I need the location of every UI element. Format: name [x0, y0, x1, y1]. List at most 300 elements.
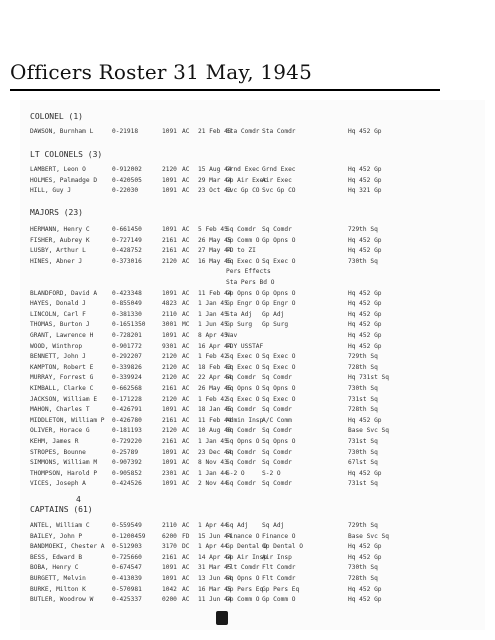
cell-date: 1 Jun 45 — [198, 321, 228, 329]
cell-duty: Sq Comdr — [226, 226, 256, 233]
cell-assignment: Sq Opns O — [262, 438, 296, 445]
cell-duty: Finance O — [226, 532, 260, 540]
cell-name: HILL, Guy J — [30, 187, 71, 195]
cell-unit: 729th Sq — [348, 226, 378, 233]
cell-date: 14 Apr 44 — [198, 553, 232, 561]
cell-unit: 731st Sq — [348, 395, 378, 403]
cell-serial: 0-570981 — [112, 585, 142, 593]
roster-row — [30, 364, 480, 375]
cell-mos: 1091 — [162, 176, 177, 184]
cell-date: 27 May 44 — [198, 247, 232, 255]
roster-row — [30, 438, 480, 449]
cell-duty: Gp Engr O — [226, 300, 260, 308]
cell-mos: 2301 — [162, 469, 177, 477]
cell-mos: 2110 — [162, 310, 177, 318]
section-majors: MAJORS (23) — [30, 208, 83, 217]
cell-assignment: Sq Exec O — [262, 353, 296, 361]
cell-unit: 728th Sq — [348, 406, 378, 414]
cell-mos: 1091 — [162, 448, 177, 456]
section-colonel: COLONEL (1) — [30, 112, 83, 121]
roster-row — [30, 128, 480, 139]
cell-duty: Grnd Exec — [226, 166, 260, 173]
cell-serial: 0-181193 — [112, 427, 142, 435]
cell-date: 1 Jan 45 — [198, 438, 228, 445]
cell-unit: Hq 452 Gp — [348, 469, 382, 477]
cell-mos: 2161 — [162, 236, 177, 244]
roster-row — [30, 166, 480, 177]
cell-date: 31 Mar 45 — [198, 564, 232, 572]
roster-row — [30, 321, 480, 332]
cell-branch: AC — [182, 257, 190, 265]
cell-unit: 67lst Sq — [348, 459, 378, 467]
cell-date: 26 May 45 — [198, 236, 232, 244]
cell-unit: Hq 452 Gp — [348, 310, 382, 318]
roster-row — [30, 449, 480, 460]
cell-assignment: Sq Adj — [262, 522, 285, 529]
cell-name: LUSBY, Arthur L — [30, 247, 86, 255]
cell-mos: 0200 — [162, 596, 177, 604]
cell-branch: AC — [182, 332, 190, 339]
cell-duty: Sq Opns O — [226, 575, 260, 582]
cell-duty: Sq Comdr — [226, 480, 256, 488]
page-number: 4 — [76, 495, 81, 504]
roster-row — [30, 300, 480, 311]
cell-unit: Base Svc Sq — [348, 427, 389, 435]
cell-mos: 1091 — [162, 226, 177, 233]
cell-assignment: Sq Exec O — [262, 363, 296, 371]
cell-duty: Sq Exec O — [226, 353, 260, 361]
cell-name: JACKSON, William E — [30, 395, 98, 403]
cell-duty: Sq Opns O — [226, 438, 260, 445]
cell-assignment: Sq Comdr — [262, 406, 292, 414]
cell-name: MURRAY, Forrest G — [30, 374, 94, 382]
cell-date: 13 Jun 44 — [198, 575, 232, 582]
cell-mos: 2120 — [162, 427, 177, 435]
cell-duty: Sta Pers Bd O — [226, 279, 275, 286]
cell-duty: Gp Surg — [226, 321, 253, 329]
cell-branch: AC — [182, 448, 190, 456]
cell-mos: 1091 — [162, 289, 177, 297]
cell-serial: 0-424526 — [112, 480, 142, 488]
roster-row — [30, 343, 480, 354]
cell-serial: 0-725660 — [112, 553, 142, 561]
cell-serial: 0-912002 — [112, 166, 142, 173]
cell-duty: Sq Comdr — [226, 427, 256, 435]
cell-assignment: Air Insp — [262, 553, 292, 561]
cell-date: 1 Jan 44 — [198, 469, 228, 477]
cell-serial: 0-292207 — [112, 353, 142, 361]
cell-name: BLANDFORD, David A — [30, 289, 98, 297]
cell-name: THOMAS, Burton J — [30, 321, 90, 329]
cell-name: MIDDLETON, William P — [30, 416, 105, 424]
cell-mos: 2120 — [162, 374, 177, 382]
roster-row — [30, 554, 480, 565]
cell-unit: Hq 452 Gp — [348, 128, 382, 135]
cell-branch: AC — [182, 406, 190, 414]
cell-unit: Hq 452 Gp — [348, 166, 382, 173]
cell-duty: Gp Air Insp — [226, 553, 267, 561]
cell-name: HINES, Abner J — [30, 257, 83, 265]
cell-assignment: Sq Exec O — [262, 257, 296, 265]
cell-name: LAMBERT, Leon O — [30, 166, 86, 173]
cell-mos: 2161 — [162, 385, 177, 392]
cell-branch: MC — [182, 321, 190, 329]
cell-date: 15 Aug 44 — [198, 166, 232, 173]
cell-mos: 2120 — [162, 166, 177, 173]
cell-duty: Gp Pers Eq — [226, 585, 264, 593]
cell-unit: Hq 731st Sq — [348, 374, 389, 382]
cell-assignment: Grnd Exec — [262, 166, 296, 173]
cell-branch: AC — [182, 353, 190, 361]
cell-mos: 4823 — [162, 300, 177, 308]
cell-date: 16 Apr 44 — [198, 342, 232, 350]
cell-duty: Gp Comm O — [226, 236, 260, 244]
cell-unit: Hq 452 Gp — [348, 300, 382, 308]
cell-name: HERMANN, Henry C — [30, 226, 90, 233]
roster-row — [30, 396, 480, 407]
cell-duty: Sq Opns O — [226, 385, 260, 392]
cell-date: 18 Jan 45 — [198, 406, 232, 414]
cell-duty: Sq Comdr — [226, 459, 256, 467]
cell-duty: Svc Gp CO — [226, 187, 260, 195]
cell-date: 18 Feb 43 — [198, 363, 232, 371]
cell-branch: AC — [182, 363, 190, 371]
cell-branch: AC — [182, 438, 190, 445]
roster-row — [30, 406, 480, 417]
roster-row — [30, 279, 480, 290]
cell-name: BURGETT, Melvin — [30, 575, 86, 582]
cell-assignment: Svc Gp CO — [262, 187, 296, 195]
roster-row — [30, 237, 480, 248]
roster-row — [30, 427, 480, 438]
roster-row — [30, 522, 480, 533]
cell-assignment: Gp Surg — [262, 321, 289, 329]
cell-branch: AC — [182, 522, 190, 529]
cell-name: OLIVER, Horace G — [30, 427, 90, 435]
cell-mos: 6200 — [162, 532, 177, 540]
cell-unit: 731st Sq — [348, 480, 378, 488]
cell-name: BUTLER, Woodrow W — [30, 596, 94, 604]
cell-assignment: Sq Comdr — [262, 374, 292, 382]
cell-date: 10 Aug 40 — [198, 427, 232, 435]
roster-row — [30, 290, 480, 301]
cell-duty: Sq Comdr — [226, 406, 256, 414]
cell-date: 26 May 45 — [198, 385, 232, 392]
cell-date: 1 Feb 42 — [198, 353, 228, 361]
cell-mos: 2120 — [162, 363, 177, 371]
cell-assignment: Finance O — [262, 532, 296, 540]
cell-serial: 0-559549 — [112, 522, 142, 529]
cell-name: BURKE, Milton K — [30, 585, 86, 593]
cell-duty: S-2 O — [226, 469, 245, 477]
cell-serial: 0-426780 — [112, 416, 142, 424]
roster-row — [30, 332, 480, 343]
cell-serial: 0-423348 — [112, 289, 142, 297]
cell-serial: 0-381330 — [112, 310, 142, 318]
cell-serial: 0-21918 — [112, 128, 139, 135]
cell-branch: AC — [182, 187, 190, 195]
cell-duty: Gp Air Exec — [226, 176, 267, 184]
cell-branch: AC — [182, 480, 190, 488]
cell-duty: Gp Comm O — [226, 596, 260, 604]
cell-branch: AC — [182, 374, 190, 382]
cell-name: DAWSON, Burnham L — [30, 128, 94, 135]
cell-date: 21 Feb 45 — [198, 128, 232, 135]
cell-mos: 2120 — [162, 353, 177, 361]
cell-duty: TDY USSTAF — [226, 342, 264, 350]
cell-serial: 0-339924 — [112, 374, 142, 382]
cell-serial: 0-25789 — [112, 448, 139, 456]
cell-name: LINCOLN, Carl F — [30, 310, 86, 318]
cell-serial: 0-428752 — [112, 247, 142, 255]
cell-branch: AC — [182, 469, 190, 477]
cell-name: ANTEL, William C — [30, 522, 90, 529]
cell-unit: Hq 452 Gp — [348, 247, 382, 255]
cell-branch: DC — [182, 543, 190, 551]
cell-assignment: Sq Comdr — [262, 480, 292, 488]
cell-branch: AC — [182, 166, 190, 173]
cell-mos: 2110 — [162, 522, 177, 529]
cell-serial: 0-425337 — [112, 596, 142, 604]
roster-row — [30, 470, 480, 481]
cell-branch: AC — [182, 564, 190, 572]
ink-smudge — [216, 611, 228, 625]
cell-date: 23 Oct 43 — [198, 187, 232, 195]
roster-row — [30, 226, 480, 237]
cell-date: 1 Jan 45 — [198, 300, 228, 308]
cell-mos: 2161 — [162, 553, 177, 561]
cell-branch: AC — [182, 236, 190, 244]
cell-duty: Gp Opns O — [226, 289, 260, 297]
cell-branch: AC — [182, 459, 190, 467]
cell-assignment: Gp Opns O — [262, 289, 296, 297]
cell-unit: 729th Sq — [348, 522, 378, 529]
cell-mos: 1042 — [162, 585, 177, 593]
cell-date: 16 Mar 45 — [198, 585, 232, 593]
cell-branch: AC — [182, 596, 190, 604]
cell-duty: TD to ZI — [226, 247, 256, 255]
cell-duty: Sq Adj — [226, 522, 249, 529]
cell-assignment: Sq Exec O — [262, 395, 296, 403]
cell-branch: AC — [182, 300, 190, 308]
cell-date: 2 Nov 44 — [198, 480, 228, 488]
cell-branch: AC — [182, 289, 190, 297]
cell-serial: 0-413039 — [112, 575, 142, 582]
cell-mos: 1091 — [162, 575, 177, 582]
cell-duty: Pers Effects — [226, 268, 271, 276]
cell-unit: 731st Sq — [348, 438, 378, 445]
cell-branch: AC — [182, 553, 190, 561]
cell-mos: 2161 — [162, 416, 177, 424]
cell-name: BENNETT, John J — [30, 353, 86, 361]
roster-row — [30, 575, 480, 586]
cell-branch: AC — [182, 342, 190, 350]
cell-branch: AC — [182, 176, 190, 184]
cell-serial: 0-727149 — [112, 236, 142, 244]
cell-assignment: Gp Pers Eq — [262, 585, 300, 593]
roster-row — [30, 459, 480, 470]
roster-row — [30, 533, 480, 544]
cell-serial: 0-373016 — [112, 257, 142, 265]
roster-row — [30, 586, 480, 597]
cell-name: MAHON, Charles T — [30, 406, 90, 414]
cell-serial: 0-661450 — [112, 226, 142, 233]
cell-serial: 0-855049 — [112, 300, 142, 308]
roster-row — [30, 187, 480, 198]
roster-row — [30, 353, 480, 364]
cell-branch: AC — [182, 416, 190, 424]
cell-date: 22 Apr 44 — [198, 374, 232, 382]
cell-assignment: Gp Adj — [262, 310, 285, 318]
cell-date: 8 Apr 45 — [198, 332, 228, 339]
cell-date: 16 May 45 — [198, 257, 232, 265]
roster-row — [30, 417, 480, 428]
cell-duty: Gp Dental O — [226, 543, 267, 551]
cell-unit: 730th Sq — [348, 448, 378, 456]
cell-mos: 1091 — [162, 128, 177, 135]
cell-assignment: S-2 O — [262, 469, 281, 477]
cell-duty: Nav — [226, 332, 238, 339]
cell-branch: AC — [182, 226, 190, 233]
cell-branch: AC — [182, 310, 190, 318]
cell-name: KIMBALL, Clarke C — [30, 385, 94, 392]
cell-date: 11 Jun 44 — [198, 596, 232, 604]
cell-mos: 3001 — [162, 321, 177, 329]
cell-name: HOLMES, Palmadge D — [30, 176, 98, 184]
cell-branch: AC — [182, 575, 190, 582]
cell-mos: 2120 — [162, 257, 177, 265]
cell-unit: Hq 321 Gp — [348, 187, 382, 195]
cell-unit: Hq 452 Gp — [348, 553, 382, 561]
cell-duty: Sq Exec O — [226, 257, 260, 265]
cell-serial: 0-729220 — [112, 438, 142, 445]
cell-serial: 0-420505 — [112, 176, 142, 184]
cell-name: STROPES, Bounne — [30, 448, 86, 456]
cell-unit: Hq 452 Gp — [348, 596, 382, 604]
cell-mos: 1091 — [162, 459, 177, 467]
cell-serial: 0-905852 — [112, 469, 142, 477]
cell-duty: Sq Comdr — [226, 448, 256, 456]
cell-assignment: Sq Comdr — [262, 459, 292, 467]
cell-duty: Flt Comdr — [226, 564, 260, 572]
cell-unit: 728th Sq — [348, 575, 378, 582]
cell-duty: Sta Comdr — [226, 128, 260, 135]
cell-unit: Hq 452 Gp — [348, 321, 382, 329]
cell-mos: 1091 — [162, 332, 177, 339]
cell-serial: 0-1200459 — [112, 532, 146, 540]
cell-unit: 729th Sq — [348, 353, 378, 361]
cell-date: 1 Jan 45 — [198, 310, 228, 318]
cell-name: BESS, Edward B — [30, 553, 83, 561]
cell-assignment: Sq Opns O — [262, 385, 296, 392]
cell-assignment: Sq Comdr — [262, 427, 292, 435]
cell-mos: 2161 — [162, 438, 177, 445]
cell-serial: 0-674547 — [112, 564, 142, 572]
cell-unit: Hq 452 Gp — [348, 289, 382, 297]
cell-assignment: Sq Comdr — [262, 448, 292, 456]
roster-row — [30, 258, 480, 269]
cell-branch: AC — [182, 247, 190, 255]
cell-unit: Hq 452 Gp — [348, 416, 382, 424]
title-rule — [10, 89, 440, 91]
cell-date: 8 Nov 43 — [198, 459, 228, 467]
cell-assignment: Sta Comdr — [262, 128, 296, 135]
roster-row — [30, 268, 480, 279]
cell-assignment: Gp Dental O — [262, 543, 303, 551]
section-captains: CAPTAINS (61) — [30, 505, 93, 514]
cell-mos: 1091 — [162, 564, 177, 572]
cell-date: 11 Feb 44 — [198, 289, 232, 297]
cell-mos: 3170 — [162, 543, 177, 551]
cell-mos: 2120 — [162, 395, 177, 403]
cell-branch: AC — [182, 585, 190, 593]
roster-row — [30, 564, 480, 575]
roster-row — [30, 543, 480, 554]
cell-date: 1 Feb 42 — [198, 395, 228, 403]
cell-branch: AC — [182, 427, 190, 435]
cell-serial: 0-1651350 — [112, 321, 146, 329]
cell-serial: 0-662568 — [112, 385, 142, 392]
cell-name: THOMPSON, Harold P — [30, 469, 98, 477]
cell-date: 1 Apr 44 — [198, 543, 228, 551]
cell-unit: 730th Sq — [348, 564, 378, 572]
cell-name: KAMPTON, Robert E — [30, 363, 94, 371]
cell-unit: 730th Sq — [348, 385, 378, 392]
cell-duty: Sq Comdr — [226, 374, 256, 382]
cell-assignment: A/C Comm — [262, 416, 292, 424]
cell-duty: Sq Exec O — [226, 363, 260, 371]
cell-serial: 0-728201 — [112, 332, 142, 339]
roster-row — [30, 480, 480, 491]
cell-assignment: Sq Comdr — [262, 226, 292, 233]
roster-row — [30, 596, 480, 607]
cell-name: BANDMOEKI, Chester A — [30, 543, 105, 551]
cell-name: BOBA, Henry C — [30, 564, 79, 572]
roster-row — [30, 247, 480, 258]
cell-unit: Hq 452 Gp — [348, 236, 382, 244]
cell-date: 29 Mar 44 — [198, 176, 232, 184]
cell-duty: Admin Insp — [226, 416, 264, 424]
cell-assignment: Flt Comdr — [262, 575, 296, 582]
cell-name: HAYES, Donald J — [30, 300, 86, 308]
cell-assignment: Gp Opns O — [262, 236, 296, 244]
cell-date: 23 Dec 44 — [198, 448, 232, 456]
cell-serial: 0-901772 — [112, 342, 142, 350]
cell-branch: AC — [182, 395, 190, 403]
roster-row — [30, 374, 480, 385]
cell-mos: 1091 — [162, 406, 177, 414]
cell-serial: 0-171228 — [112, 395, 142, 403]
cell-unit: Hq 452 Gp — [348, 332, 382, 339]
cell-duty: Sta Adj — [226, 310, 253, 318]
cell-unit: Hq 452 Gp — [348, 543, 382, 551]
page-title: Officers Roster 31 May, 1945 — [10, 60, 313, 84]
cell-branch: FD — [182, 532, 190, 540]
cell-name: KEHM, James R — [30, 438, 79, 445]
cell-unit: 730th Sq — [348, 257, 378, 265]
cell-serial: 0-907392 — [112, 459, 142, 467]
section-lt-colonels: LT COLONELS (3) — [30, 150, 103, 159]
cell-unit: 728th Sq — [348, 363, 378, 371]
cell-unit: Hq 452 Gp — [348, 585, 382, 593]
cell-mos: 9301 — [162, 342, 177, 350]
cell-branch: AC — [182, 128, 190, 135]
cell-date: 11 Feb 44 — [198, 416, 232, 424]
cell-date: 5 Feb 45 — [198, 226, 228, 233]
cell-date: 1 Apr 44 — [198, 522, 228, 529]
cell-mos: 1091 — [162, 187, 177, 195]
cell-serial: 0-22030 — [112, 187, 139, 195]
